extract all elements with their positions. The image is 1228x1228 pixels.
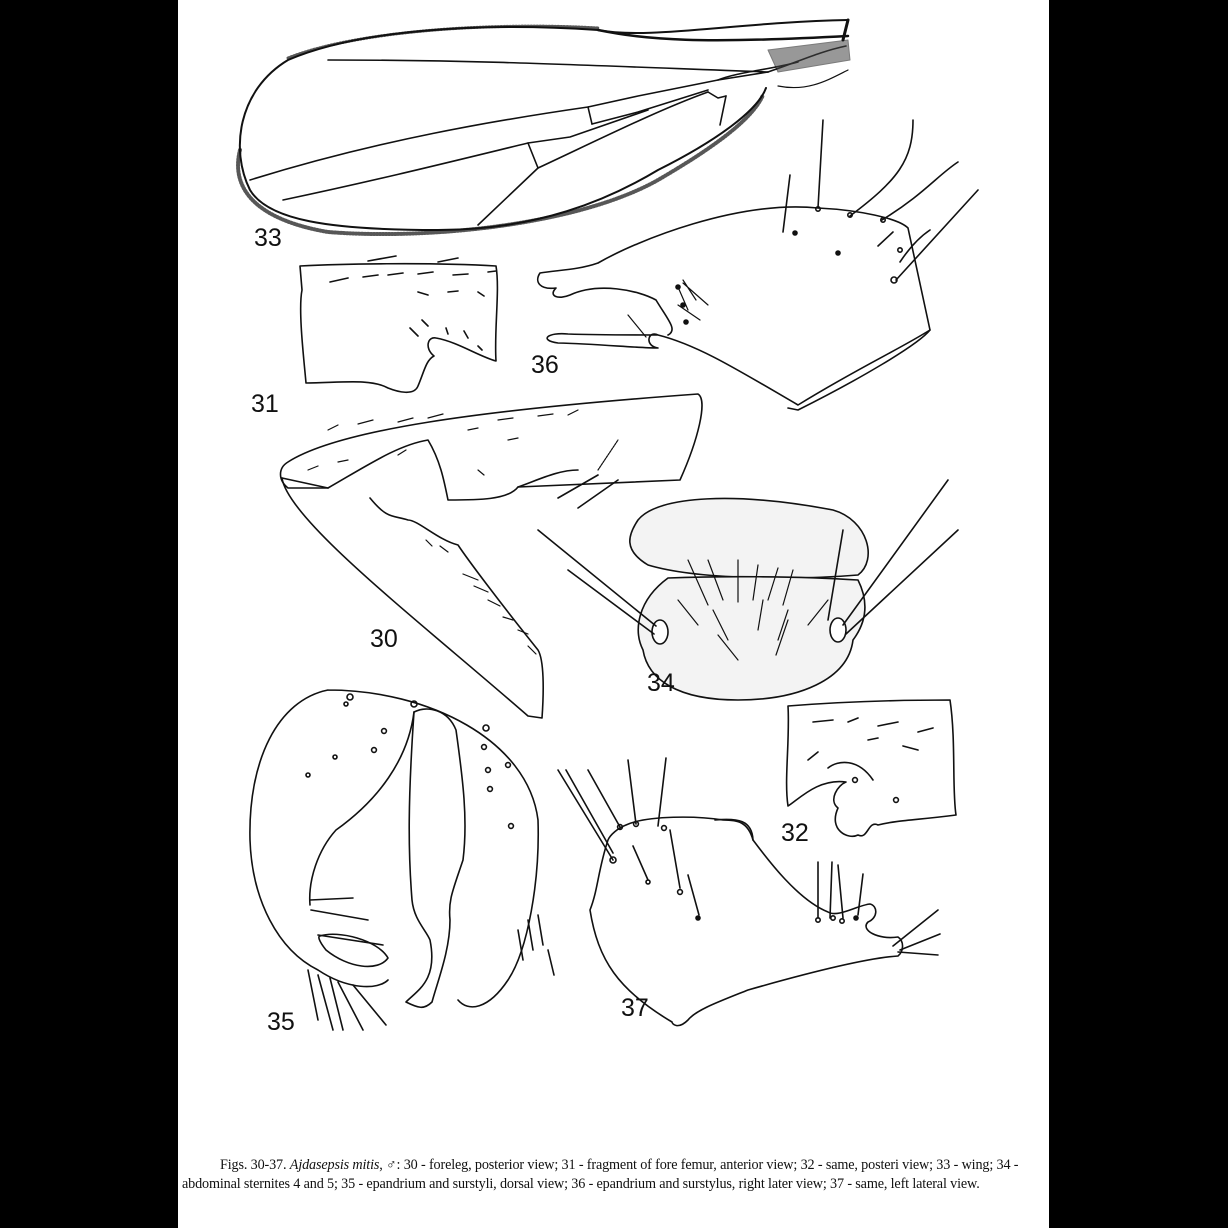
figure-caption [182,1156,1044,1193]
femur-posterior-drawing [787,700,956,836]
figure-label-35: 35 [267,1008,295,1036]
caption-prefix: Figs. 30-37. [220,1157,290,1173]
figure-label-31: 31 [251,390,279,418]
figure-label-36: 36 [531,351,559,379]
plate-drawings [178,0,1049,1130]
epandrium-right-lateral-drawing [538,120,978,410]
journal-page [178,0,1049,1228]
epandrium-dorsal-drawing [250,690,554,1030]
fore-femur-fragment-drawing [300,256,497,392]
figure-label-32: 32 [781,819,809,847]
figure-label-37: 37 [621,994,649,1022]
wing-drawing [238,20,850,234]
caption-species: Ajdasepsis mitis [289,1157,380,1173]
epandrium-left-lateral-drawing [558,758,940,1026]
caption-body: : 30 - foreleg, posterior view; 31 - fragment of fore femur, anterior view; 32 - same, posteri view; 33 - wing; 34 - abdominal sternites 4 and 5; 35 - epandrium and surstyli, dorsal view; 36 - epandrium and surstylus, right later view; 37 - same, left lateral view. [182,1157,1019,1192]
figure-label-34: 34 [647,669,675,697]
figure-label-33: 33 [254,224,282,252]
figure-label-30: 30 [370,625,398,653]
figure-plate [178,0,1049,1130]
caption-separator: , [379,1157,387,1173]
male-symbol-icon: ♂ [386,1157,397,1173]
abdominal-sternites-drawing [538,480,958,700]
